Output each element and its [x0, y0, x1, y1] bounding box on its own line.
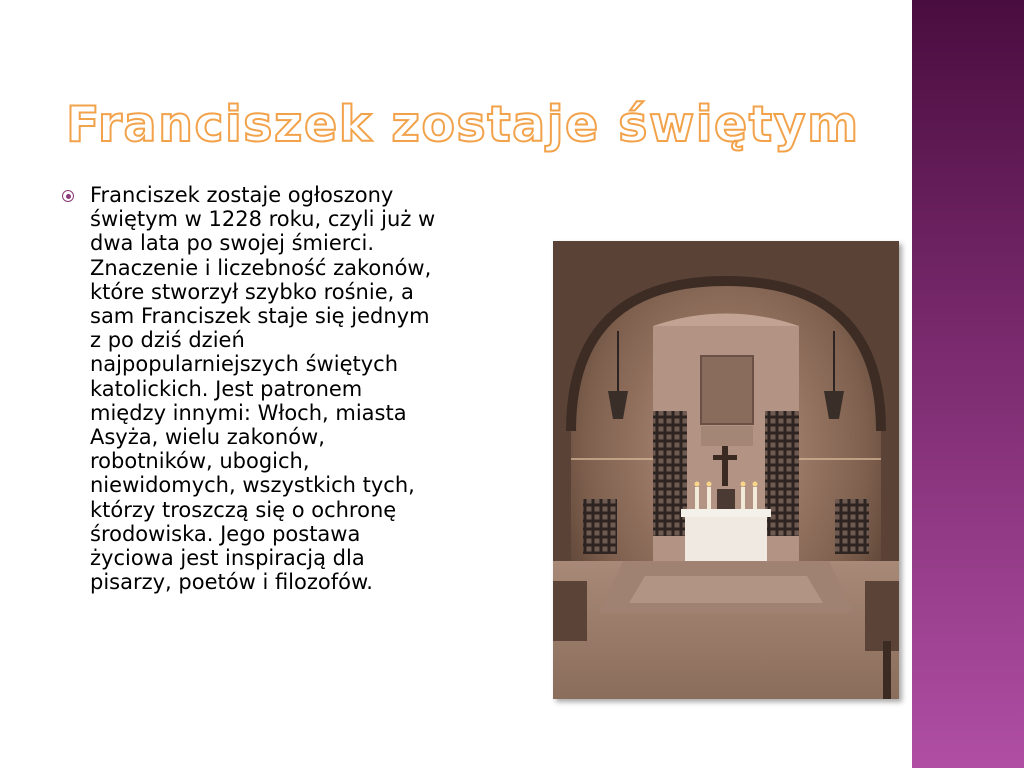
bullet-list	[62, 183, 532, 594]
slide-title: Franciszek zostaje świętym	[66, 96, 860, 153]
crypt-photo-icon	[553, 241, 899, 699]
bullet-text: Franciszek zostaje ogłoszony świętym w 1228 roku, czyli już w dwa lata po swojej śmierci. Znaczenie i liczebność zakonów, które stworzył szybko rośnie, a sam Franciszek staje się jednym z po dziś dzień najpopularniejszych świętych katolickich. Jest patronem między innymi: Włoch, miasta Asyża, wielu zakonów, robotników, ubogich, niewidomych, wszystkich tych, którzy troszczą się o ochronę środowiska. Jego postawa życiowa jest inspiracją dla pisarzy, poetów i filozofów.	[90, 183, 436, 595]
crypt-photo	[553, 241, 899, 699]
side-decoration-band	[912, 0, 1024, 768]
bullet-icon	[62, 190, 74, 202]
